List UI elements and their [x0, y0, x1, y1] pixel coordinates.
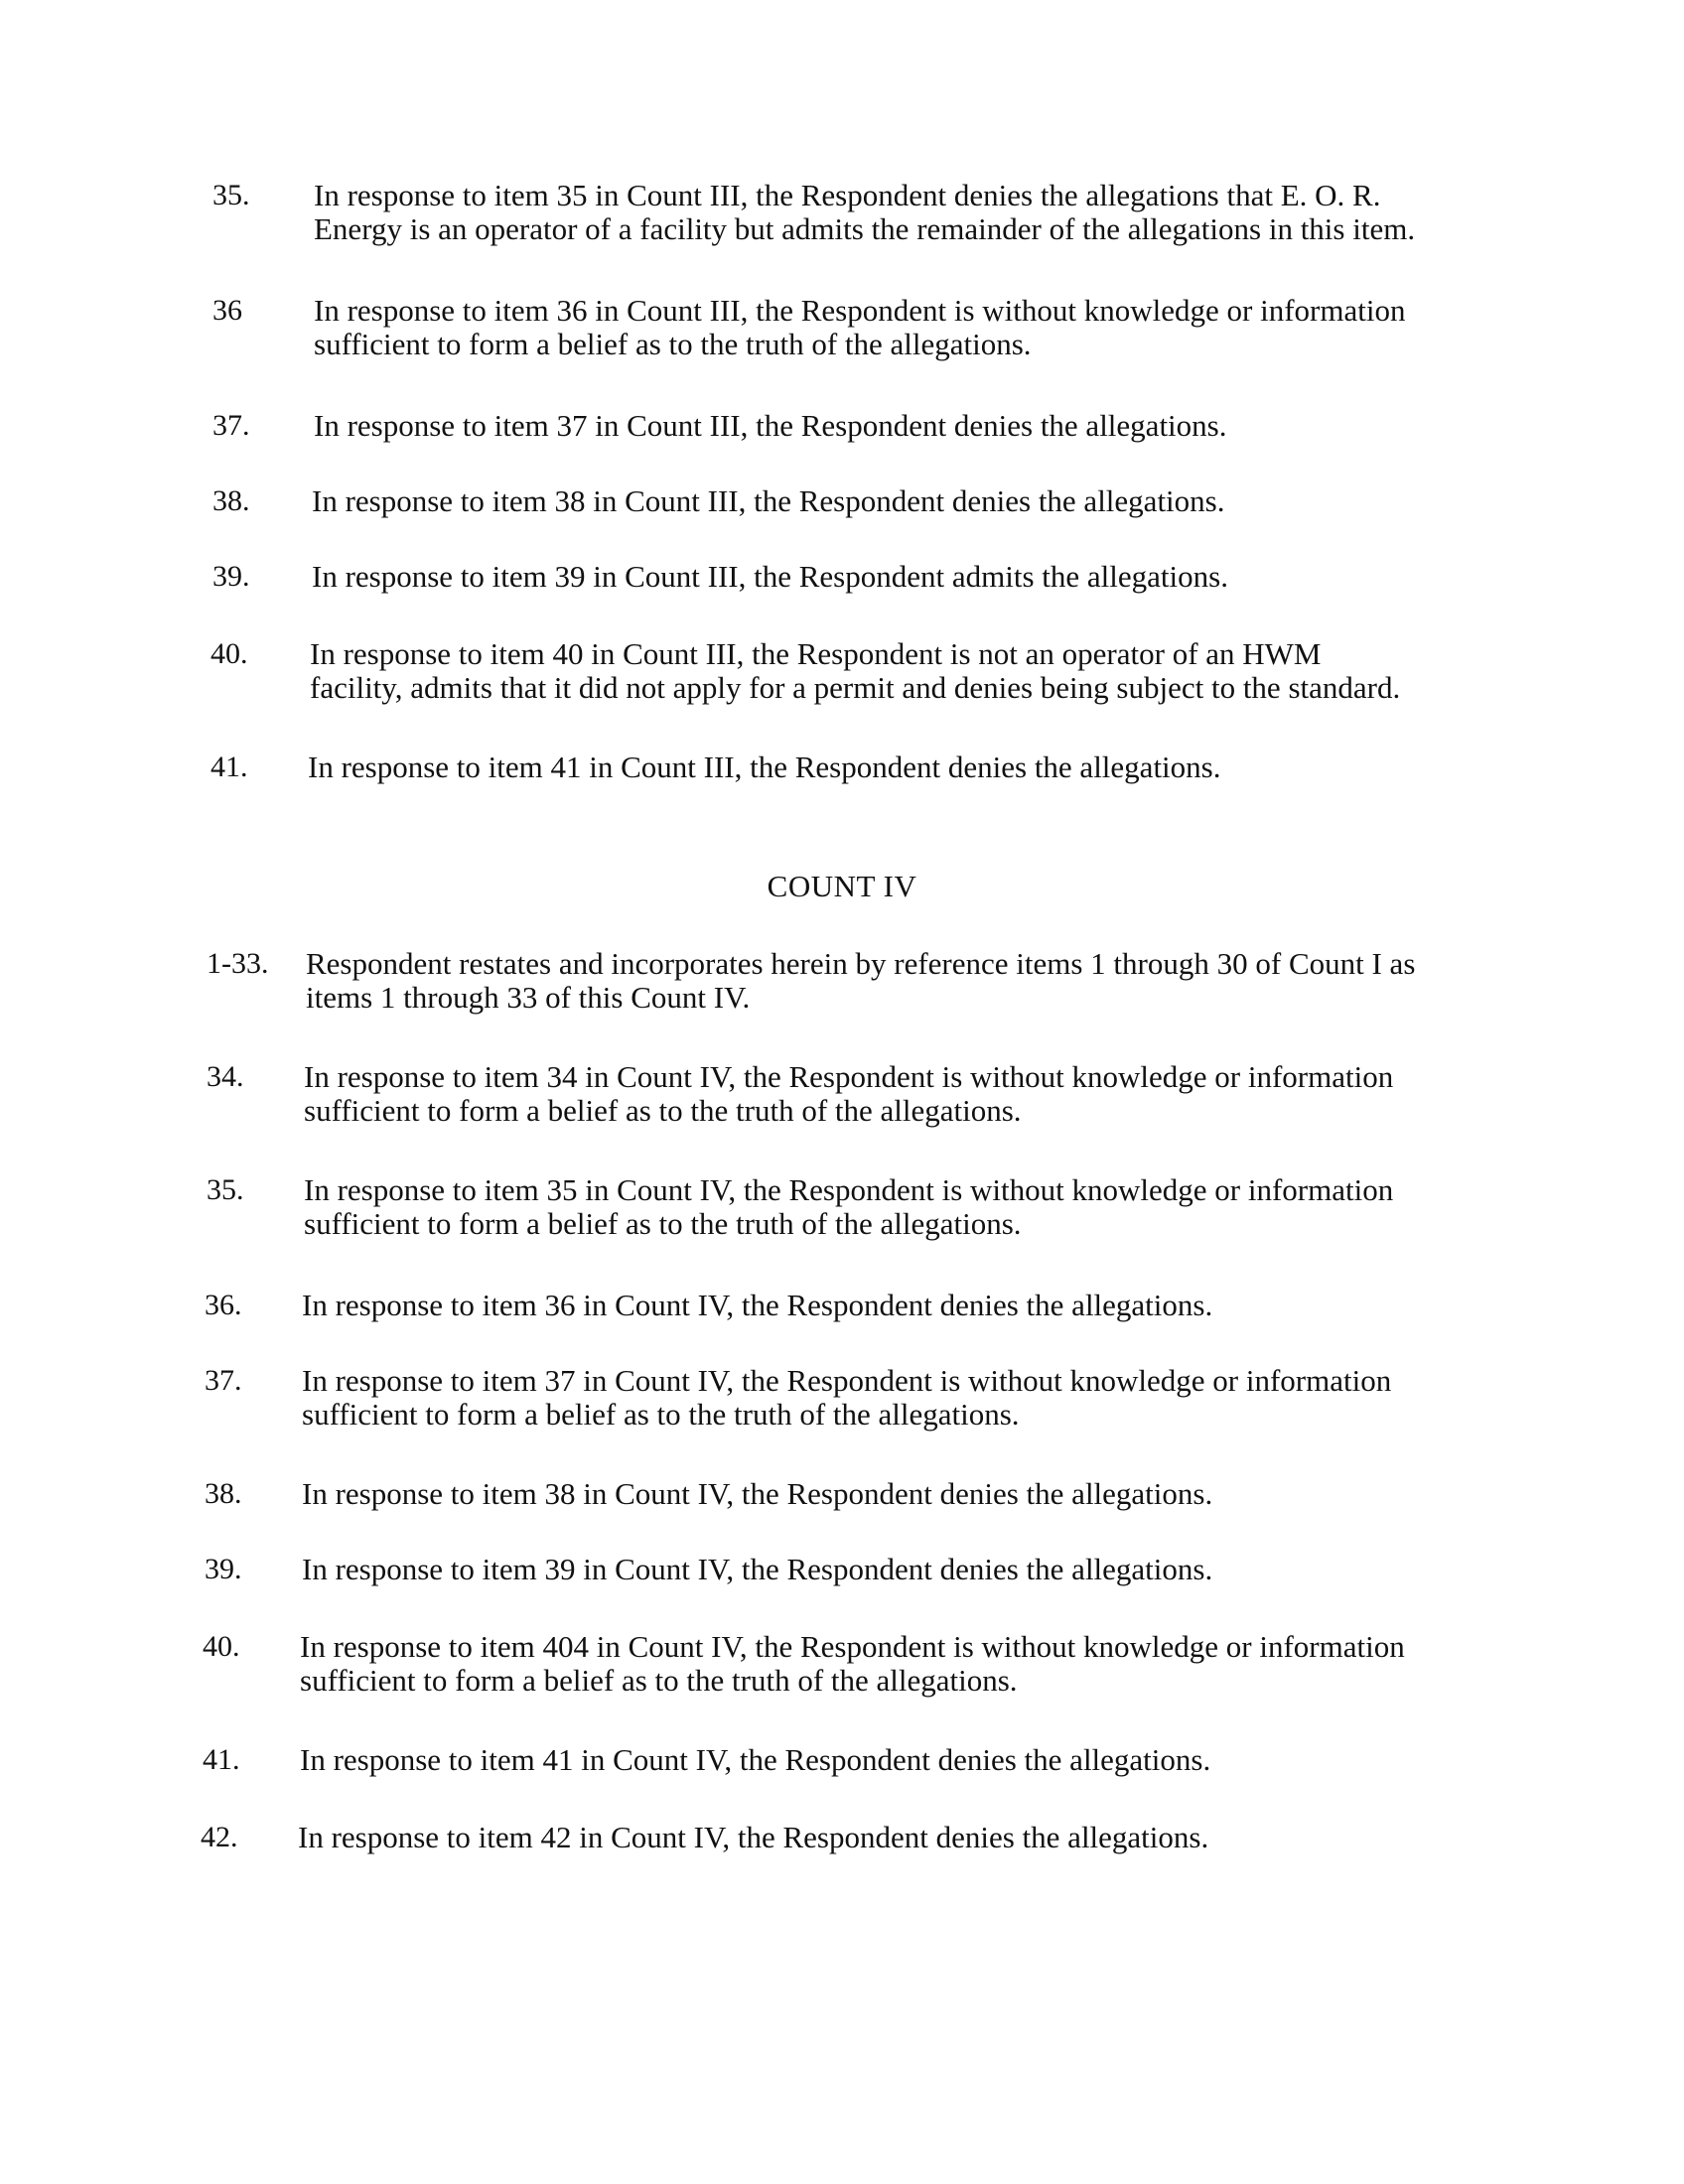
item-number: 34. [207, 1060, 244, 1093]
count-iv-heading: COUNT IV [767, 869, 917, 903]
item-text [302, 1364, 1391, 1432]
item-text [298, 1821, 1208, 1854]
item-text-line-1: In response to item 404 in Count IV, the Respondent is without knowledge or information [300, 1629, 1405, 1664]
item-text-line-2: sufficient to form a belief as to the truth of the allegations. [314, 327, 1032, 361]
item-text [314, 294, 1405, 361]
item-text-line-1: In response to item 37 in Count III, the Respondent denies the allegations. [314, 408, 1227, 443]
item-number: 38. [205, 1477, 242, 1510]
item-text [302, 1289, 1212, 1322]
item-number: 41. [203, 1743, 240, 1776]
item-text-line-1: In response to item 40 in Count III, the Respondent is not an operator of an HWM [310, 636, 1322, 671]
item-number: 37. [205, 1364, 242, 1397]
item-number: 41. [210, 751, 248, 783]
item-text-line-1: In response to item 37 in Count IV, the Respondent is without knowledge or information [302, 1363, 1392, 1398]
item-text-line-2: sufficient to form a belief as to the truth of the allegations. [304, 1093, 1022, 1128]
item-text-line-1: In response to item 36 in Count III, the Respondent is without knowledge or information [314, 293, 1406, 328]
item-number: 1-33. [207, 947, 269, 980]
item-text [314, 179, 1415, 246]
item-text-line-1: In response to item 39 in Count III, the Respondent admits the allegations. [312, 559, 1228, 594]
item-text-line-2: sufficient to form a belief as to the truth of the allegations. [302, 1397, 1020, 1432]
item-text [306, 947, 1415, 1015]
item-text-line-1: In response to item 41 in Count IV, the Respondent denies the allegations. [300, 1742, 1211, 1777]
item-number: 42. [201, 1821, 238, 1853]
item-text [300, 1743, 1210, 1777]
item-text-line-2: items 1 through 33 of this Count IV. [306, 980, 751, 1015]
item-number: 36. [205, 1289, 242, 1321]
item-text [312, 560, 1228, 594]
item-number: 35. [207, 1173, 244, 1206]
item-text-line-1: In response to item 41 in Count III, the Respondent denies the allegations. [308, 750, 1221, 784]
item-text [314, 409, 1226, 443]
item-text-line-1: Respondent restates and incorporates herein by reference items 1 through 30 of Count I as [306, 946, 1416, 981]
item-text [302, 1477, 1212, 1511]
item-text-line-2: sufficient to form a belief as to the truth of the allegations. [304, 1206, 1022, 1241]
item-number: 39. [212, 560, 250, 593]
item-text-line-2: Energy is an operator of a facility but admits the remainder of the allegations in this item. [314, 211, 1416, 246]
item-text [304, 1060, 1393, 1128]
item-text-line-1: In response to item 42 in Count IV, the Respondent denies the allegations. [298, 1820, 1209, 1854]
item-number: 38. [212, 484, 250, 517]
item-text [308, 751, 1220, 784]
item-number: 37. [212, 409, 250, 442]
item-number: 39. [205, 1553, 242, 1585]
item-text [310, 637, 1400, 705]
item-text-line-1: In response to item 35 in Count IV, the Respondent is without knowledge or information [304, 1172, 1394, 1207]
item-text-line-2: facility, admits that it did not apply for a permit and denies being subject to the standard. [310, 670, 1401, 705]
item-number: 36 [212, 294, 242, 327]
item-text-line-1: In response to item 36 in Count IV, the Respondent denies the allegations. [302, 1288, 1213, 1322]
item-text [302, 1553, 1212, 1586]
item-number: 40. [203, 1630, 240, 1663]
item-text [304, 1173, 1393, 1241]
item-text-line-1: In response to item 38 in Count III, the Respondent denies the allegations. [312, 483, 1225, 518]
item-text-line-2: sufficient to form a belief as to the truth of the allegations. [300, 1663, 1018, 1698]
item-text-line-1: In response to item 39 in Count IV, the Respondent denies the allegations. [302, 1552, 1213, 1586]
item-text-line-1: In response to item 34 in Count IV, the Respondent is without knowledge or information [304, 1059, 1394, 1094]
item-text-line-1: In response to item 35 in Count III, the Respondent denies the allegations that E. O. R. [314, 178, 1381, 212]
item-number: 40. [210, 637, 248, 670]
item-number: 35. [212, 179, 250, 211]
item-text [300, 1630, 1405, 1698]
item-text-line-1: In response to item 38 in Count IV, the Respondent denies the allegations. [302, 1476, 1213, 1511]
item-text [312, 484, 1224, 518]
